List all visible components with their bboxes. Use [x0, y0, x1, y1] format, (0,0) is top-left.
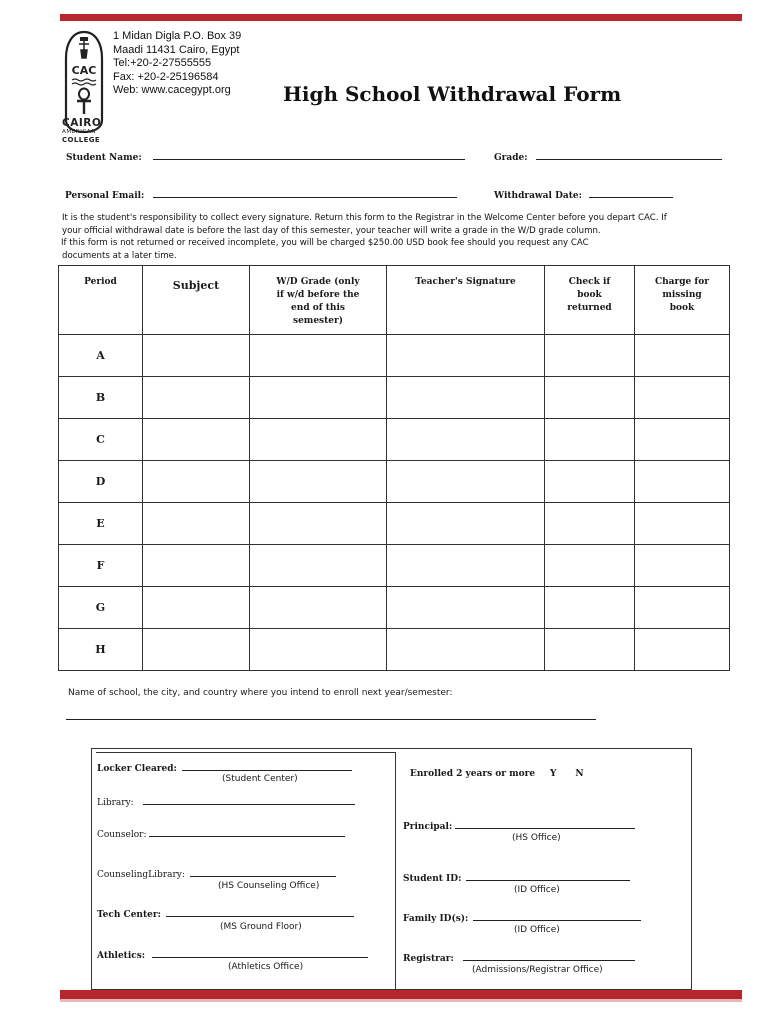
address-line: 1 Midan Digla P.O. Box 39 — [113, 30, 242, 42]
counselor-field[interactable]: Counselor: — [97, 828, 345, 840]
subject-cell[interactable] — [143, 377, 250, 419]
charge-book-cell[interactable] — [635, 545, 730, 587]
logo-wordmark: CAIRO AMERICAN COLLEGE — [62, 117, 102, 144]
teacher-signature-cell[interactable] — [387, 545, 545, 587]
enrolled-two-years-field: Enrolled 2 years or more Y N — [410, 769, 584, 779]
check-book-cell[interactable] — [545, 545, 635, 587]
counseling-library-field[interactable]: CounselingLibrary: — [97, 868, 336, 880]
withdrawal-date-field[interactable] — [494, 189, 673, 201]
ms-ground-floor-note: (MS Ground Floor) — [220, 922, 302, 932]
library-field[interactable]: Library: — [97, 796, 355, 808]
header-wd-grade: W/D Grade (only if w/d before the end of this semester) — [250, 266, 387, 335]
athletics-field[interactable]: Athletics: — [97, 949, 368, 961]
logo-cac-text: CAC — [71, 64, 97, 77]
table-row — [59, 629, 730, 671]
table-header-row — [59, 266, 730, 335]
check-book-cell[interactable] — [545, 629, 635, 671]
grade-field[interactable] — [494, 151, 722, 163]
registrar-line[interactable] — [463, 952, 635, 961]
enrolled-no-option[interactable]: N — [575, 769, 584, 779]
period-cell: B — [59, 377, 143, 419]
top-accent-bar — [60, 14, 742, 21]
student-name-line[interactable] — [153, 151, 465, 160]
table-row — [59, 461, 730, 503]
charge-book-cell[interactable] — [635, 377, 730, 419]
check-book-cell[interactable] — [545, 335, 635, 377]
family-id-field[interactable]: Family ID(s): — [403, 912, 641, 924]
next-school-question: Name of school, the city, and country where you intend to enroll next year/semester: — [68, 688, 453, 698]
wd-grade-cell[interactable] — [250, 587, 387, 629]
withdrawal-date-line[interactable] — [589, 189, 673, 198]
charge-book-cell[interactable] — [635, 461, 730, 503]
instruction-line: It is the student's responsibility to collect every signature. Return this form to the Registrar in the Welcome Center before you depart CAC. If — [62, 213, 667, 223]
table-row — [59, 335, 730, 377]
header-check-book: Check if book returned — [545, 266, 635, 335]
address-web: Web: www.cacegypt.org — [113, 84, 231, 96]
grade-line[interactable] — [536, 151, 722, 160]
hs-counseling-office-note: (HS Counseling Office) — [218, 881, 320, 891]
wd-grade-cell[interactable] — [250, 419, 387, 461]
hs-office-note: (HS Office) — [512, 833, 561, 843]
teacher-signature-cell[interactable] — [387, 335, 545, 377]
charge-book-cell[interactable] — [635, 503, 730, 545]
athletics-office-note: (Athletics Office) — [228, 962, 304, 972]
charge-book-cell[interactable] — [635, 335, 730, 377]
registrar-field[interactable]: Registrar: — [403, 952, 635, 964]
subject-cell[interactable] — [143, 545, 250, 587]
page-title: High School Withdrawal Form — [283, 82, 622, 106]
student-center-note: (Student Center) — [222, 774, 298, 784]
charge-book-cell[interactable] — [635, 419, 730, 461]
check-book-cell[interactable] — [545, 377, 635, 419]
teacher-signature-cell[interactable] — [387, 503, 545, 545]
instruction-line: If this form is not returned or received incomplete, you will be charged $250.00 USD book fee should you request any CAC — [61, 238, 589, 248]
locker-cleared-line[interactable] — [182, 762, 352, 771]
instruction-line: documents at a later time. — [62, 250, 177, 261]
tech-center-line[interactable] — [166, 908, 354, 917]
principal-line[interactable] — [455, 820, 635, 829]
check-book-cell[interactable] — [545, 503, 635, 545]
family-id-office-note: (ID Office) — [514, 925, 560, 935]
subject-cell[interactable] — [143, 587, 250, 629]
student-id-line[interactable] — [466, 872, 630, 881]
student-name-field[interactable] — [66, 151, 465, 163]
subject-cell[interactable] — [143, 419, 250, 461]
charge-book-cell[interactable] — [635, 587, 730, 629]
athletics-line[interactable] — [152, 949, 368, 958]
period-cell: F — [59, 545, 143, 587]
subject-cell[interactable] — [143, 503, 250, 545]
table-row — [59, 545, 730, 587]
period-cell: C — [59, 419, 143, 461]
header-subject: Subject — [143, 266, 250, 335]
address-tel: Tel:+20-2-27555555 — [113, 57, 212, 69]
teacher-signature-cell[interactable] — [387, 629, 545, 671]
bottom-accent-shadow — [60, 999, 742, 1002]
student-id-office-note: (ID Office) — [514, 885, 560, 895]
wd-grade-cell[interactable] — [250, 629, 387, 671]
counselor-line[interactable] — [149, 828, 345, 837]
subject-cell[interactable] — [143, 629, 250, 671]
check-book-cell[interactable] — [545, 419, 635, 461]
personal-email-field[interactable] — [65, 189, 457, 201]
period-cell: A — [59, 335, 143, 377]
bottom-accent-bar — [60, 990, 742, 999]
wd-grade-cell[interactable] — [250, 503, 387, 545]
family-id-line[interactable] — [473, 912, 641, 921]
teacher-signature-cell[interactable] — [387, 377, 545, 419]
header-teacher-signature: Teacher's Signature — [387, 266, 545, 335]
school-address — [113, 30, 241, 98]
counseling-library-line[interactable] — [190, 868, 336, 877]
next-school-line[interactable] — [66, 719, 596, 720]
table-row — [59, 503, 730, 545]
check-book-cell[interactable] — [545, 587, 635, 629]
wd-grade-cell[interactable] — [250, 377, 387, 419]
withdrawal-table — [58, 265, 730, 671]
teacher-signature-cell[interactable] — [387, 461, 545, 503]
period-cell: G — [59, 587, 143, 629]
table-row — [59, 377, 730, 419]
grade-label: Grade: — [494, 153, 528, 163]
personal-email-line[interactable] — [153, 189, 457, 198]
principal-field[interactable]: Principal: — [403, 820, 635, 832]
personal-email-label: Personal Email: — [65, 191, 145, 201]
address-line: Maadi 11431 Cairo, Egypt — [113, 43, 240, 56]
locker-cleared-field[interactable]: Locker Cleared: — [97, 762, 352, 774]
period-cell: H — [59, 629, 143, 671]
student-name-label: Student Name: — [66, 153, 142, 163]
subject-cell[interactable] — [143, 335, 250, 377]
withdrawal-date-label: Withdrawal Date: — [494, 191, 582, 201]
instructions — [62, 212, 734, 262]
wd-grade-cell[interactable] — [250, 461, 387, 503]
teacher-signature-cell[interactable] — [387, 419, 545, 461]
library-line[interactable] — [143, 796, 355, 805]
check-book-cell[interactable] — [545, 461, 635, 503]
address-fax: Fax: +20-2-25196584 — [113, 70, 219, 83]
teacher-signature-cell[interactable] — [387, 587, 545, 629]
table-row — [59, 587, 730, 629]
student-id-field[interactable]: Student ID: — [403, 872, 630, 884]
tech-center-field[interactable]: Tech Center: — [97, 908, 354, 920]
subject-cell[interactable] — [143, 461, 250, 503]
admissions-registrar-office-note: (Admissions/Registrar Office) — [472, 965, 603, 975]
wd-grade-cell[interactable] — [250, 335, 387, 377]
wd-grade-cell[interactable] — [250, 545, 387, 587]
header-charge-book: Charge for missing book — [635, 266, 730, 335]
table-row — [59, 419, 730, 461]
header-period: Period — [59, 266, 143, 335]
period-cell: E — [59, 503, 143, 545]
period-cell: D — [59, 461, 143, 503]
charge-book-cell[interactable] — [635, 629, 730, 671]
instruction-line: your official withdrawal date is before the last day of this semester, your teacher will write a grade in the W/D grade column. — [62, 225, 601, 236]
enrolled-yes-option[interactable]: Y — [550, 769, 557, 779]
